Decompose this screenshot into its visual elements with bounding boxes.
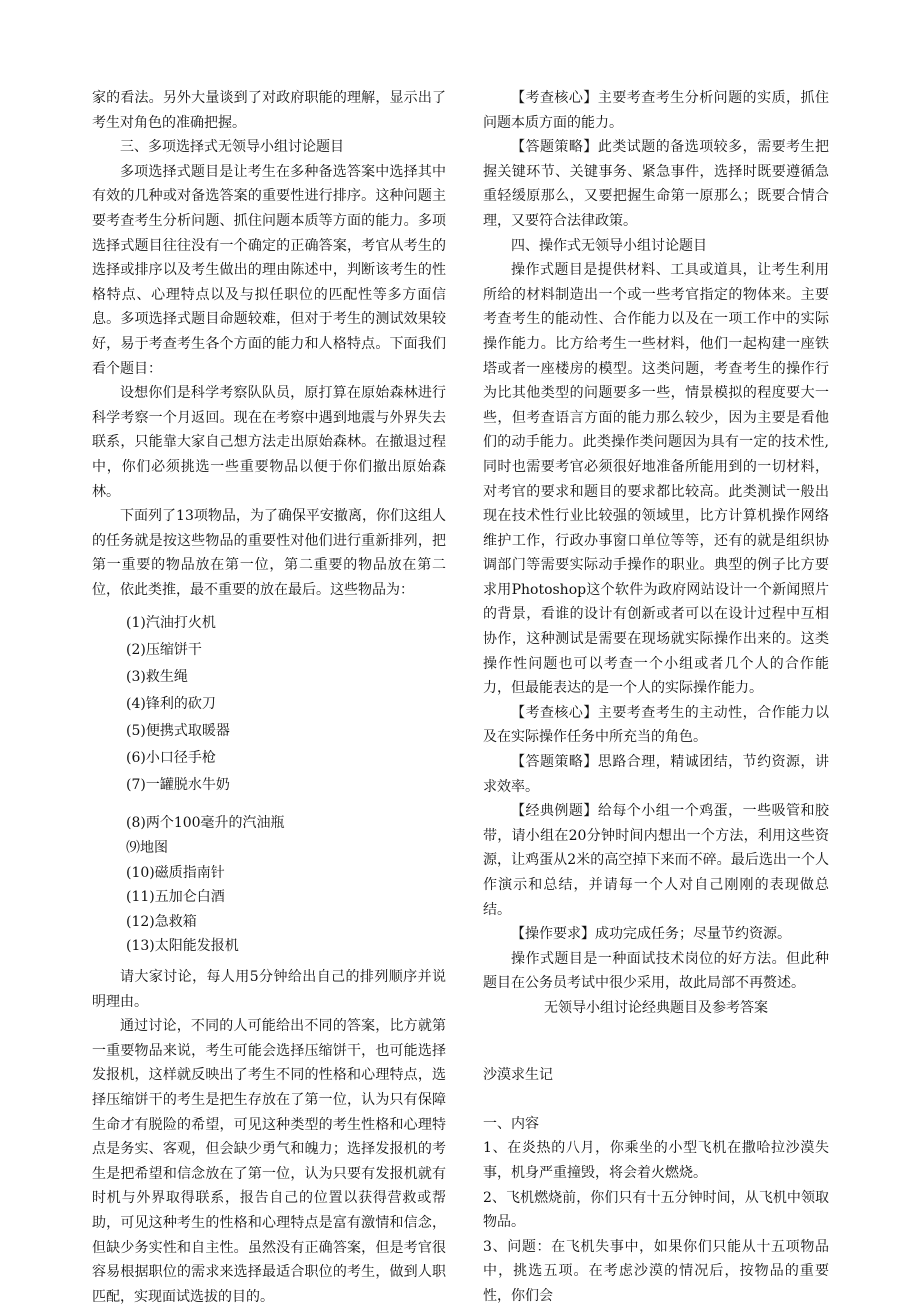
section-heading-operational: 四、操作式无领导小组讨论题目 bbox=[511, 237, 707, 254]
right-column bbox=[483, 86, 829, 1309]
list-item: (13)太阳能发报机 bbox=[126, 938, 239, 955]
section-title-desert: 沙漠求生记 bbox=[483, 1066, 553, 1083]
paragraph-answer-strategy: 【答题策略】此类试题的备选项较多，需要考生把握关键环节、关键事务、紧急事件，选择时既要遵循急重轻缓原那么，又要把握生命第一原那么；既要合情合理，又要符合法律政策。 bbox=[483, 139, 829, 229]
spacer bbox=[483, 1087, 829, 1112]
paragraph-continuation: 家的看法。另外大量谈到了对政府职能的理解，显示出了考生对角色的准确把握。 bbox=[92, 90, 446, 131]
numbered-item: 1、在炎热的八月，你乘坐的小型飞机在撒哈拉沙漠失事，机身严重撞毁，将会着火燃烧。 bbox=[483, 1140, 829, 1181]
item-list bbox=[92, 610, 446, 959]
document-title: 无领导小组讨论经典题目及参考答案 bbox=[544, 999, 768, 1016]
paragraph-analysis: 通过讨论，不同的人可能给出不同的答案，比方就第一重要物品来说，考生可能会选择压缩饼干，也可能选择发报机，这样就反映出了考生不同的性格和心理特点，选择压缩饼干的考生是把生存放在了第一位，认为只有保障生命才有脱险的希望，可见这种类型的考生性格和心理特点是务实、客观，但会缺少勇气和魄力；选择发报机的考生是把希望和信念放在了第一位，认为只要有发报机就有时机与外界取得联系，报告自己的位置以获得营救或帮助，可见这种考生的性格和心理特点是富有激情和信念，但缺少务实性和自主性。虽然没有正确答案，但是考官很容易根据职位的需求来选择最适合职位的考生，做到人职匹配，实现面试选拔的目的。 bbox=[92, 1018, 446, 1305]
subheading-content: 一、内容 bbox=[483, 1115, 539, 1132]
list-item: (2)压缩饼干 bbox=[126, 642, 202, 659]
paragraph-scenario: 设想你们是科学考察队队员，原打算在原始森林进行科学考察一个月返回。现在在考察中遇到地震与外界失去联系，只能靠大家自己想方法走出原始森林。在撤退过程中，你们必须挑选一些重要物品以便于你们撤出原始森林。 bbox=[92, 385, 446, 500]
list-item: (4)锋利的砍刀 bbox=[126, 696, 216, 713]
paragraph-classic-example: 【经典例题】给每个小组一个鸡蛋，一些吸管和胶带，请小组在20分钟时间内想出一个方法，利用这些资源，让鸡蛋从2米的高空掉下来而不碎。最后选出一个人作演示和总结，并请每一个人对自己刚刚的表现做总结。 bbox=[483, 803, 829, 918]
paragraph-operational-intro: 操作式题目是提供材料、工具或道具，让考生利用所给的材料制造出一个或一些考官指定的物体来。主要考查考生的能动性、合作能力以及在一项工作中的实际操作能力。比方给考生一些材料，他们一起构建一座铁塔或者一座楼房的模型。这类问题，考查考生的操作行为比其他类型的问题要多一些，情景模拟的程度要大一些，但考查语言方面的能力那么较少，因为主要是看他们的动手能力。此类操作类问题因为具有一定的技术性,同时也需要考官必须很好地准备所能用到的一切材料，对考官的要求和题目的要求都比较高。此类测试一般出现在技术性行业比较强的领域里，比方计算机操作网络维护工作，行政办事窗口单位等等，还有的就是组织协调部门等需要实际动手操作的职业。典型的例子比方要求用Photoshop这个软件为政府网站设计一个新闻照片的背景，看谁的设计有创新或者可以在设计过程中互相协作，这种测试是需要在现场就实际操作出来的。这类操作性问题也可以考查一个小组或者几个人的合作能力，但最能表达的是一个人的实际操作能力。 bbox=[483, 262, 829, 697]
list-item: (11)五加仑白酒 bbox=[126, 889, 225, 906]
paragraph-answer-strategy-2: 【答题策略】思路合理，精诚团结，节约资源，讲求效率。 bbox=[483, 754, 829, 795]
paragraph-multiple-choice-intro: 多项选择式题目是让考生在多种备选答案中选择其中有效的几种或对备选答案的重要性进行排序。这种问题主要考查考生分析问题、抓住问题本质等方面的能力。多项选择式题目往往没有一个确定的正确答案，考官从考生的选择或排序以及考生做出的理由陈述中，判断该考生的性格特点、心理特点以及与拟任职位的匹配性等多方面信息。多项选择式题目命题较难，但对于考生的测试效果较好，易于考查考生各个方面的能力和人格特点。下面我们看个题目： bbox=[92, 163, 446, 377]
section-heading-multiple-choice: 三、多项选择式无领导小组讨论题目 bbox=[120, 139, 344, 156]
paragraph-discussion-instruction: 请大家讨论，每人用5分钟给出自己的排列顺序并说明理由。 bbox=[92, 969, 446, 1010]
list-item: (7)一罐脱水牛奶 bbox=[126, 777, 230, 794]
paragraph-exam-core: 【考查核心】主要考查考生分析问题的实质，抓住问题本质方面的能力。 bbox=[483, 90, 829, 131]
list-item: (8)两个100毫升的汽油瓶 bbox=[126, 815, 285, 832]
paragraph-operational-summary: 操作式题目是一种面试技术岗位的好方法。但此种题目在公务员考试中很少采用，故此局部不再赘述。 bbox=[483, 950, 829, 992]
list-item: (1)汽油打火机 bbox=[126, 615, 216, 632]
numbered-item: 2、飞机燃烧前，你们只有十五分钟时间，从飞机中领取物品。 bbox=[483, 1189, 829, 1231]
list-item: (5)便携式取暖器 bbox=[126, 723, 230, 740]
list-item: (12)急救箱 bbox=[126, 913, 197, 930]
list-item: (3)救生绳 bbox=[126, 669, 188, 686]
numbered-item: 3、问题：在飞机失事中，如果你们只能从十五项物品中，挑选五项。在考虑沙漠的情况后，按物品的重要性，你们会 bbox=[483, 1238, 829, 1304]
paragraph-task: 下面列了13项物品，为了确保平安撤离，你们这组人的任务就是按这些物品的重要性对他们进行重新排列，把第一重要的物品放在第一位，第二重要的物品放在第二位，依此类推，最不重要的放在最后。这些物品为： bbox=[92, 508, 446, 598]
list-item: (10)磁质指南针 bbox=[126, 864, 225, 881]
paragraph-exam-core-2: 【考查核心】主要考查考生的主动性，合作能力以及在实际操作任务中所充当的角色。 bbox=[483, 704, 829, 746]
list-item: ⑼地图 bbox=[126, 840, 168, 857]
spacer bbox=[483, 1021, 829, 1063]
list-item: (6)小口径手枪 bbox=[126, 750, 216, 767]
paragraph-operation-requirement: 【操作要求】成功完成任务；尽量节约资源。 bbox=[511, 926, 791, 943]
left-column bbox=[92, 86, 446, 1309]
